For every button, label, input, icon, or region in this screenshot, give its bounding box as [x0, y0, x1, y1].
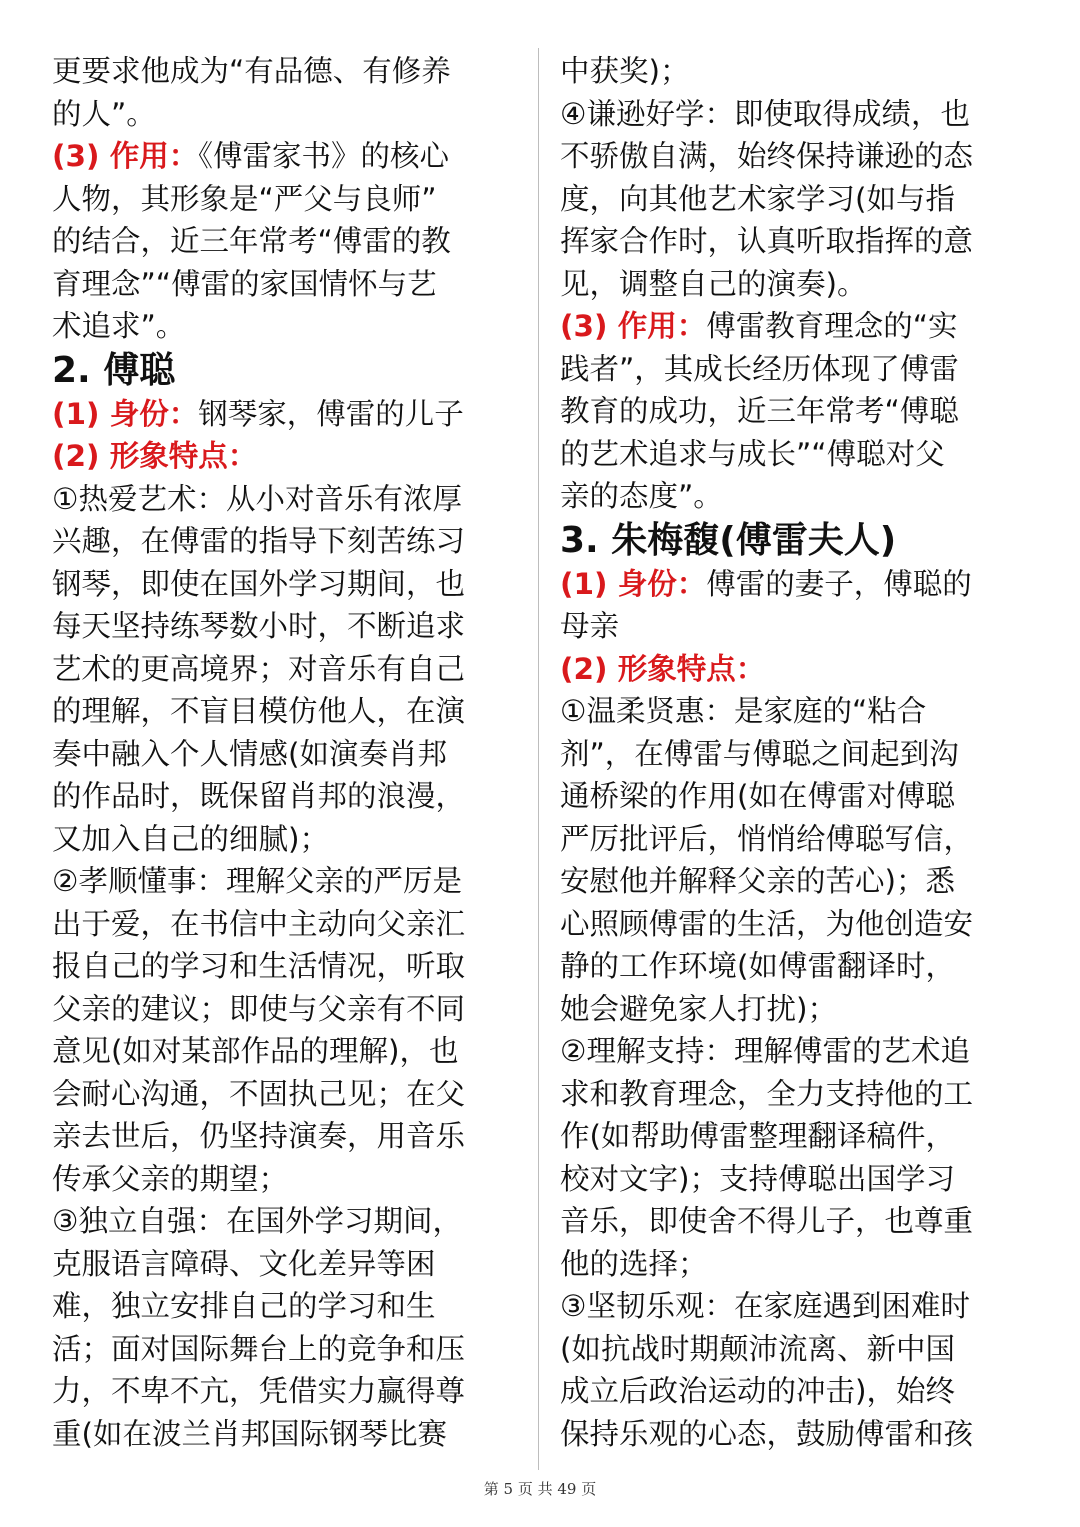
section-heading-zhu-meifu: 3. 朱梅馥(傅雷夫人)	[560, 519, 897, 561]
text-line: 亲的态度”。	[560, 479, 723, 513]
text-line: 会耐心沟通，不固执己见；在父	[52, 1076, 466, 1111]
text-line: 报自己的学习和生活情况，听取	[52, 949, 466, 983]
left-column	[52, 50, 522, 1455]
text-line: 父亲的建议；即使与父亲有不同	[52, 991, 466, 1026]
text-line: 人物，其形象是“严父与良师”	[52, 181, 437, 216]
text-line: 的艺术追求与成长”“傅聪对父	[560, 436, 945, 471]
text-line: 克服语言障碍、文化差异等困	[52, 1246, 436, 1281]
text-line: 她会避免家人打扰)；	[560, 991, 838, 1026]
text-line: 的理解，不盲目模仿他人，在演	[52, 694, 466, 728]
section-heading-fucong: 2. 傅聪	[52, 349, 176, 391]
text-span: 傅雷教育理念的“实	[706, 309, 958, 343]
fucong-traits-label: (2) 形象特点：	[52, 439, 258, 473]
text-line: 母亲	[560, 609, 620, 643]
text-line: 钢琴，即使在国外学习期间，也	[52, 566, 466, 601]
page-number: 第 5 页 共 49 页	[483, 1480, 597, 1498]
text-line: 育理念”“傅雷的家国情怀与艺	[52, 266, 437, 301]
text-line: 出于爱，在书信中主动向父亲汇	[52, 906, 466, 941]
text-line: 剂”，在傅雷与傅聪之间起到沟	[560, 736, 959, 771]
text-line: 活；面对国际舞台上的竞争和压	[52, 1331, 466, 1366]
text-line: 力，不卑不亢，凭借实力赢得尊	[52, 1374, 466, 1408]
text-line: 的人”。	[52, 96, 156, 131]
text-span: 傅雷的妻子，傅聪的	[706, 566, 972, 601]
text-line: 亲去世后，仍坚持演奏，用音乐	[52, 1119, 466, 1153]
text-line: 作(如帮助傅雷整理翻译稿件，	[560, 1119, 956, 1153]
fucong-role-label: (3) 作用：	[560, 309, 707, 343]
text-line: ④谦逊好学：即使取得成绩，也	[560, 96, 970, 131]
text-line: 又加入自己的细腻)；	[52, 821, 330, 856]
text-span: 钢琴家，傅雷的儿子	[198, 396, 464, 431]
fucong-identity	[52, 393, 522, 436]
text-line: 的作品时，既保留肖邦的浪漫，	[52, 779, 466, 813]
text-line: 兴趣，在傅雷的指导下刻苦练习	[52, 524, 466, 558]
text-line: 校对文字)；支持傅聪出国学习	[560, 1161, 956, 1196]
text-line: 保持乐观的心态，鼓励傅雷和孩	[560, 1416, 974, 1451]
text-line: 成立后政治运动的冲击)，始终	[560, 1374, 956, 1408]
text-line: 度，向其他艺术家学习(如与指	[560, 181, 956, 216]
text-line: ①热爱艺术：从小对音乐有浓厚	[52, 481, 462, 516]
text-line: 安慰他并解释父亲的苦心)；悉	[560, 864, 956, 898]
text-line: 中获奖)；	[560, 54, 690, 88]
text-line: 音乐，即使舍不得儿子，也尊重	[560, 1204, 974, 1238]
zhu-traits-label: (2) 形象特点：	[560, 651, 766, 686]
text-line: 心照顾傅雷的生活，为他创造安	[560, 906, 974, 941]
text-line: 教育的成功，近三年常考“傅聪	[560, 394, 959, 428]
fucong-role-paragraph	[560, 305, 1030, 348]
text-line: 通桥梁的作用(如在傅雷对傅聪	[560, 779, 956, 813]
text-line: 更要求他成为“有品德、有修养	[52, 54, 451, 88]
text-line: 求和教育理念，全力支持他的工	[560, 1076, 974, 1111]
text-line: ①温柔贤惠：是家庭的“粘合	[560, 694, 927, 728]
text-line: 他的选择；	[560, 1246, 708, 1281]
text-line: (如抗战时期颠沛流离、新中国	[560, 1331, 956, 1366]
text-line: ②孝顺懂事：理解父亲的严厉是	[52, 864, 462, 898]
zhu-identity	[560, 563, 1030, 606]
text-line: 见，调整自己的演奏)。	[560, 266, 867, 301]
text-line: ③独立自强：在国外学习期间，	[52, 1204, 462, 1238]
text-line: 艺术的更高境界；对音乐有自己	[52, 651, 466, 686]
text-span: 《傅雷家书》的核心	[198, 139, 450, 173]
text-line: 意见(如对某部作品的理解)，也	[52, 1034, 459, 1068]
text-line: ③坚韧乐观：在家庭遇到困难时	[560, 1289, 970, 1323]
fulei-role-label: (3) 作用：	[52, 139, 199, 173]
text-line: 传承父亲的期望；	[52, 1161, 289, 1196]
text-line: 难，独立安排自己的学习和生	[52, 1289, 436, 1323]
text-line: 每天坚持练琴数小时，不断追求	[52, 609, 466, 643]
right-column	[560, 50, 1030, 1455]
text-line: 静的工作环境(如傅雷翻译时，	[560, 949, 956, 983]
fulei-role-paragraph	[52, 135, 522, 178]
text-line: 严厉批评后，悄悄给傅聪写信，	[560, 821, 974, 856]
text-line: 奏中融入个人情感(如演奏肖邦	[52, 736, 448, 771]
text-line: 重(如在波兰肖邦国际钢琴比赛	[52, 1416, 448, 1451]
fucong-identity-label: (1) 身份：	[52, 396, 199, 431]
text-line: ②理解支持：理解傅雷的艺术追	[560, 1034, 970, 1068]
text-line: 挥家合作时，认真听取指挥的意	[560, 224, 974, 258]
text-line: 的结合，近三年常考“傅雷的教	[52, 224, 451, 258]
text-line: 践者”，其成长经历体现了傅雷	[560, 351, 959, 386]
zhu-identity-label: (1) 身份：	[560, 566, 707, 601]
text-line: 不骄傲自满，始终保持谦逊的态	[560, 139, 974, 173]
text-line: 术追求”。	[52, 309, 186, 343]
column-divider	[538, 48, 539, 1470]
